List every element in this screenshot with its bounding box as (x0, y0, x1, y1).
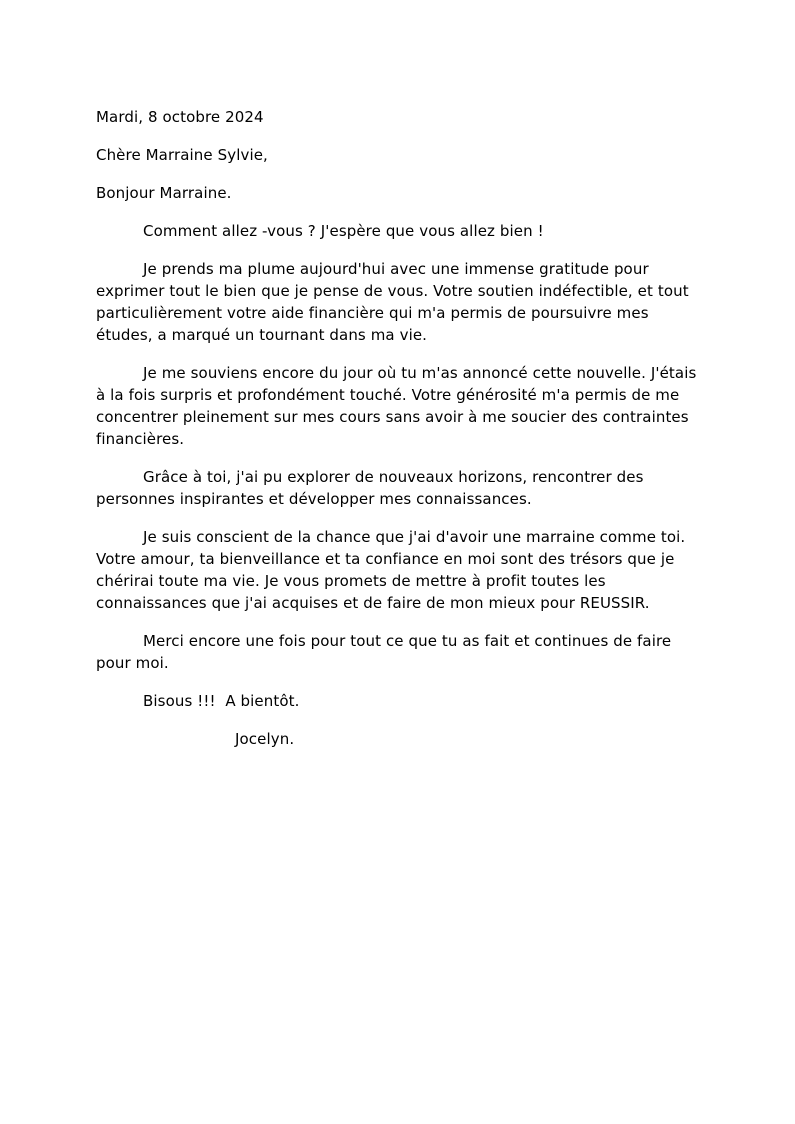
letter-date: Mardi, 8 octobre 2024 (96, 108, 264, 126)
letter-salutation: Chère Marraine Sylvie, (96, 146, 268, 164)
letter-body (96, 106, 704, 750)
letter-paragraph: Comment allez -vous ? J'espère que vous allez bien ! (143, 222, 544, 240)
letter-paragraph: Je prends ma plume aujourd'hui avec une immense gratitude pour exprimer tout le bien que je pense de vous. Votre soutien indéfectible, et tout particulièrement votre aide financière qui m'a permis de poursuivre mes études, a marqué un tournant dans ma vie. (96, 260, 694, 344)
letter-paragraph: Je suis conscient de la chance que j'ai d'avoir une marraine comme toi. Votre amour, ta bienveillance et ta confiance en moi sont des trésors que je chérirai toute ma vie. Je vous promets de mettre à profit toutes les connaissances que j'ai acquises et de faire de mon mieux pour REUSSIR. (96, 528, 691, 612)
letter-signature: Jocelyn. (235, 730, 295, 748)
letter-paragraph: Merci encore une fois pour tout ce que tu as fait et continues de faire pour moi. (96, 632, 677, 672)
letter-greeting: Bonjour Marraine. (96, 184, 232, 202)
letter-paragraph: Je me souviens encore du jour où tu m'as annoncé cette nouvelle. J'étais à la fois surpris et profondément touché. Votre générosité m'a permis de me concentrer pleinement sur mes cours sans avoir à me soucier des contraintes financières. (96, 364, 702, 448)
letter-paragraph: Bisous !!! A bientôt. (143, 692, 300, 710)
letter-paragraph: Grâce à toi, j'ai pu explorer de nouveaux horizons, rencontrer des personnes inspirantes et développer mes connaissances. (96, 468, 649, 508)
